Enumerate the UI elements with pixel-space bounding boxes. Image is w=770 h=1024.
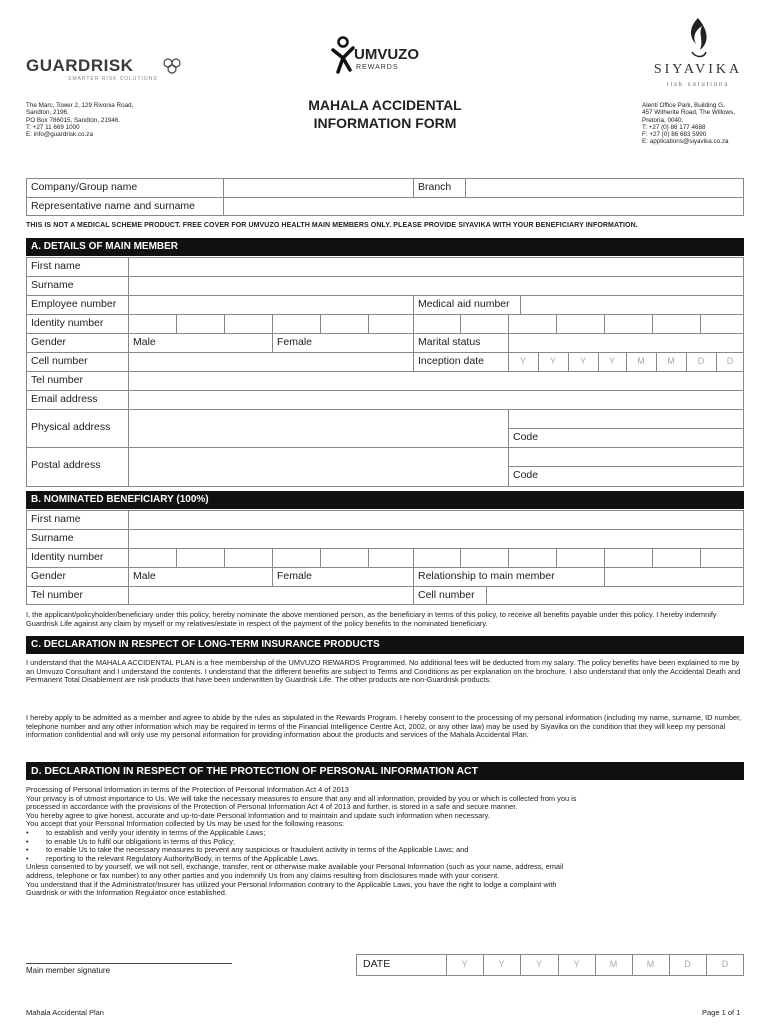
sig-date-placeholder[interactable]: Y	[573, 959, 580, 969]
address-line: PO Box 786015, Sandton, 21946.	[26, 116, 121, 124]
email-label: Email address	[31, 393, 98, 405]
signature-label: Main member signature	[26, 966, 111, 975]
guardrisk-circles-icon	[162, 58, 186, 74]
postal-address-label: Postal address	[31, 459, 101, 471]
b-surname-label: Surname	[31, 532, 74, 544]
branch-field[interactable]	[466, 179, 743, 196]
medical-aid-label: Medical aid number	[418, 298, 510, 310]
sig-date-placeholder[interactable]: M	[609, 959, 618, 969]
section-b-table	[26, 510, 744, 605]
d-line: processed in accordance with the provisions of the Protection of Personal Information Act 4 of 2013 and further, is stored in a safe and secure manner.	[26, 802, 518, 812]
sig-date-placeholder[interactable]: Y	[498, 959, 505, 969]
guardrisk-address	[26, 102, 226, 138]
branch-label: Branch	[418, 181, 452, 193]
d-line: address, telephone or fax number) to any other parties and you indemnify Us from any claims resulting from disclosures made with your consent.	[26, 870, 500, 880]
physical-code-label: Code	[513, 431, 539, 443]
date-placeholder[interactable]: D	[726, 356, 734, 366]
d-bullet: to establish and verify your identity in terms of the Applicable Laws;	[46, 827, 266, 837]
title-line2: INFORMATION FORM	[313, 115, 457, 131]
female-option[interactable]: Female	[277, 336, 313, 348]
d-line: Guardrisk or with the Information Regulator once established.	[26, 888, 227, 898]
date-placeholder[interactable]: Y	[608, 356, 615, 366]
umvuzo-logo	[330, 36, 450, 80]
address-line: E: info@guardrisk.co.za	[26, 131, 93, 139]
guardrisk-logo	[26, 56, 196, 86]
inception-date-label: Inception date	[418, 355, 484, 367]
guardrisk-logo-text: GUARDRISK	[26, 56, 134, 75]
tel-number-label: Tel number	[31, 374, 83, 386]
b-male-option[interactable]: Male	[133, 570, 156, 582]
gender-label: Gender	[31, 336, 67, 348]
male-option[interactable]: Male	[133, 336, 156, 348]
date-placeholder[interactable]: Y	[549, 356, 556, 366]
nomination-text: I, the applicant/policyholder/beneficiary under this policy, hereby nominate the above mentioned person, as the beneficiary in terms of this policy, to receive all benefits payable under this policy. I hereby indemnify Guardrisk Life against any claim by myself or my relatives/estate in respect of the payment of the policy benefits to the nominated beneficiary.	[26, 610, 717, 628]
b-tel-label: Tel number	[31, 589, 83, 601]
rep-label: Representative name and surname	[31, 200, 196, 212]
address-line: 457 Witherite Road, The Willows,	[642, 109, 735, 117]
marital-status-label: Marital status	[418, 336, 481, 348]
address-line: T: +27 (0) 86 177 4688	[642, 123, 706, 131]
sig-date-placeholder[interactable]: D	[721, 959, 729, 969]
d-line: You understand that if the Administrator/Insurer has utilized your Personal Information contrary to the Applicable Laws, you have the right to lodge a complaint with	[26, 879, 557, 889]
d-line: Unless consented to by yourself, we will not sell, exchange, transfer, rent or otherwise make available your Personal Information (such as your name, address, email	[26, 862, 564, 872]
identity-number-label: Identity number	[31, 317, 104, 329]
address-line: Sandton, 2196.	[26, 109, 69, 117]
d-line: You accept that your Personal Information collected by Us may be used for the following reasons:	[26, 819, 345, 829]
footer-page: Page 1 of 1	[702, 1008, 741, 1017]
d-line: You hereby agree to give honest, accurate and up-to-date Personal Information and to maintain and update such information when necessary.	[26, 810, 490, 820]
date-label: DATE	[363, 958, 391, 970]
sig-date-placeholder[interactable]: Y	[535, 959, 542, 969]
physical-address-label: Physical address	[31, 421, 111, 433]
b-cell-label: Cell number	[418, 589, 475, 601]
section-d-header: D. DECLARATION IN RESPECT OF THE PROTECTION OF PERSONAL INFORMATION ACT	[26, 762, 744, 780]
rep-field[interactable]	[224, 198, 743, 215]
umvuzo-logo-sub: REWARDS	[356, 64, 399, 71]
sig-date-placeholder[interactable]: M	[646, 959, 655, 969]
b-identity-label: Identity number	[31, 551, 104, 563]
first-name-label: First name	[31, 260, 81, 272]
sig-date-placeholder[interactable]: Y	[461, 959, 468, 969]
b-relationship-label: Relationship to main member	[418, 570, 555, 582]
address-line: The Marc, Tower 2, 129 Rivonia Road,	[26, 102, 134, 109]
notice-text: THIS IS NOT A MEDICAL SCHEME PRODUCT. FREE COVER FOR UMVUZO HEALTH MAIN MEMBERS ONLY. PLEASE PROVIDE SIYAVIKA WITH YOUR BENEFICIARY INFORMATION.	[26, 222, 638, 229]
siyavika-logo-text: SIYAVIKA	[653, 62, 743, 77]
siyavika-logo	[648, 16, 748, 96]
siyavika-address	[642, 102, 762, 146]
date-placeholder[interactable]: M	[667, 356, 675, 366]
umvuzo-figure-icon	[330, 36, 356, 76]
section-a-table	[26, 257, 744, 487]
company-field[interactable]	[224, 179, 412, 196]
cell-number-label: Cell number	[31, 355, 88, 367]
section-c-header: C. DECLARATION IN RESPECT OF LONG-TERM INSURANCE PRODUCTS	[26, 636, 744, 654]
section-d-body: Processing of Personal Information in terms of the Protection of Personal Information Act 4 of 2013 Your privacy is of utmost importance to Us. We will take the necessary measures to ensure that any and all information, provided by you or which is collected from you is processed in accordance with the provisions of the Protection of Personal Information Act 4 of 2013 and further, is stored in a safe and secure manner. You hereby agree to give honest, accurate and up-to-date Personal Information and to maintain and update such information when necessary. You accept that your Personal Information collected by Us may be used for the following reasons: • to establish and verify your identity in terms of the Applicable Laws; • to enable Us to fulfil our obligations in terms of this Policy; • to enable Us to take the necessary measures to prevent any suspicious or fraudulent activity in terms of the Applicable Laws; and • reporting to the relevant Regulatory Authority/Body, in terms of the Applicable Laws. Unless consented to by yourself, we will not sell, exchange, transfer, rent or otherwise make available your Personal Information (such as your name, address, email address, telephone or fax number) to any other parties and you indemnify Us from any claims resulting from disclosures made with your consent. You understand that if the Administrator/Insurer has utilized your Personal Information contrary to the Applicable Laws, you have the right to lodge a complaint with Guardrisk or with the Information Regulator once established.	[26, 786, 744, 898]
section-c-para1: I understand that the MAHALA ACCIDENTAL PLAN is a free membership of the UMVUZO REWARDS Programmed. No additional fees will be deducted from my salary. The policy benefits have been explained to me by an Umvuzo Consultant and I understand the contents. I understand that the different benefits are subject to Terms and Conditions as per explanation on the brochure. I also understand that only the Accidental Death and Permanent Total Disablement are risk products that have been underwritten by Guardrisk Life. The other products are non-Guardrisk products.	[26, 658, 741, 685]
d-bullet: to enable Us to take the necessary measures to prevent any suspicious or fraudulent activity in terms of the Applicable Laws; and	[46, 845, 469, 855]
address-line: T: +27 11 669 1000	[26, 123, 80, 131]
address-line: E: applications@siyavika.co.za	[642, 138, 729, 146]
signature-line[interactable]	[26, 963, 232, 964]
siyavika-flame-icon	[680, 16, 716, 60]
date-placeholder[interactable]: Y	[519, 356, 526, 366]
footer-left: Mahala Accidental Plan	[26, 1008, 104, 1017]
siyavika-logo-sub: risk solutions	[666, 82, 730, 88]
d-bullet: reporting to the relevant Regulatory Authority/Body, in terms of the Applicable Laws.	[46, 853, 320, 863]
date-placeholder[interactable]: Y	[579, 356, 586, 366]
company-label: Company/Group name	[31, 181, 138, 193]
d-bullet: to enable Us to fulfil our obligations in terms of this Policy;	[46, 836, 235, 846]
sig-date-placeholder[interactable]: D	[684, 959, 691, 969]
employee-number-label: Employee number	[31, 298, 117, 310]
form-title	[265, 96, 505, 132]
section-a-header: A. DETAILS OF MAIN MEMBER	[26, 238, 744, 256]
section-c-para2: I hereby apply to be admitted as a member and agree to abide by the rules as stipulated in the Rewards Program. I hereby consent to the processing of my personal information (including my name, surname, ID number, telephone number and any other information which may be required in terms of the Financial Intelligence Centre Act, 2002, or any other law) may be used by Siyavika on the condition that they will keep my personal information confidential and will only use my personal information for providing information about the products and services of the Mahala Accidental Plan.	[26, 713, 742, 740]
date-placeholder[interactable]: M	[637, 356, 645, 366]
address-line: Alenti Office Park, Building G,	[642, 102, 725, 109]
guardrisk-tagline: SMARTER RISK SOLUTIONS	[68, 76, 158, 82]
postal-code-label: Code	[513, 469, 539, 481]
title-line1: MAHALA ACCIDENTAL	[308, 97, 462, 113]
b-female-option[interactable]: Female	[277, 570, 313, 582]
d-line: Your privacy is of utmost importance to Us. We will take the necessary measures to ensure that any and all information, provided by you or which is collected from you is	[26, 793, 577, 803]
umvuzo-logo-text: UMVUZO	[354, 46, 419, 63]
b-first-name-label: First name	[31, 513, 81, 525]
surname-label: Surname	[31, 279, 74, 291]
d-line: Processing of Personal Information in terms of the Protection of Personal Information Act 4 of 2013	[26, 785, 349, 794]
address-line: F: +27 (0) 86 683 5990	[642, 131, 707, 139]
date-placeholder[interactable]: D	[697, 356, 705, 366]
b-gender-label: Gender	[31, 570, 67, 582]
address-line: Pretoria, 0040.	[642, 116, 684, 124]
section-b-header: B. NOMINATED BENEFICIARY (100%)	[26, 491, 744, 509]
